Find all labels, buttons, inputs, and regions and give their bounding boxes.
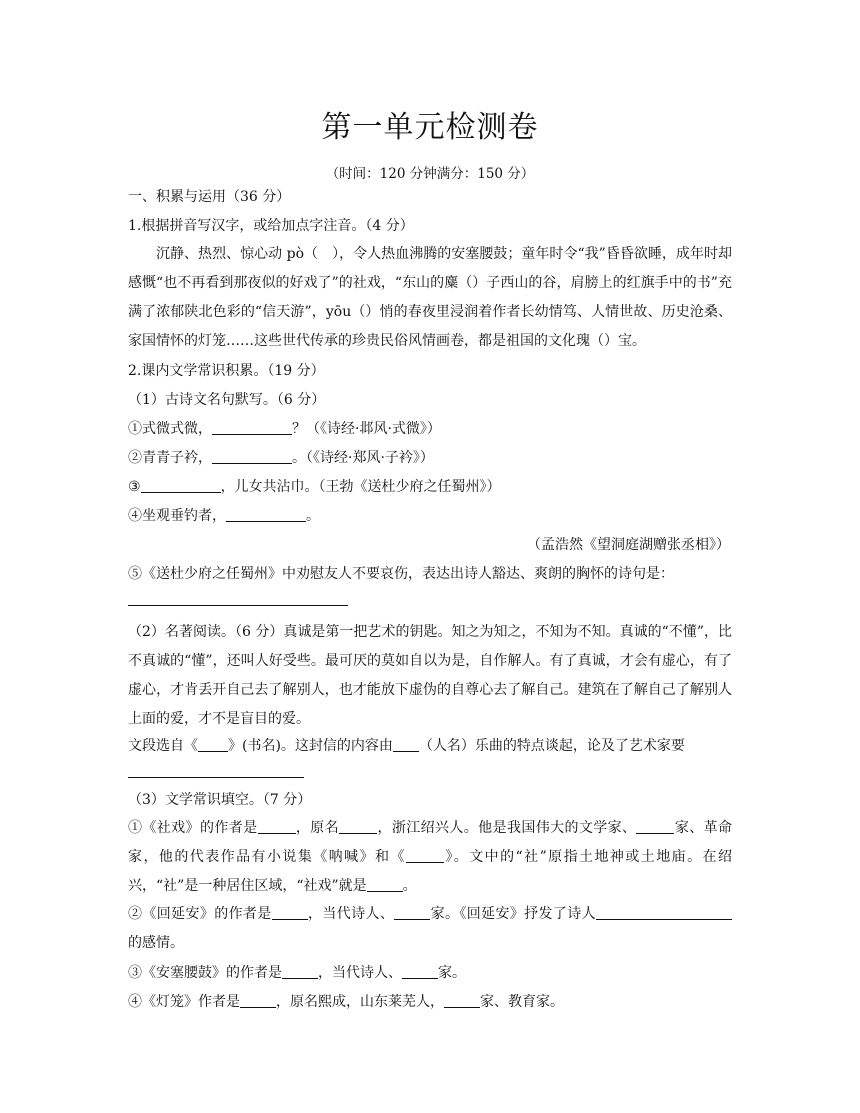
reading-question-part-2: 》(书名)。这封信的内容由 [228, 738, 393, 754]
text-fragment: ，浙江绍兴人。他是我国伟大的文学家、 [377, 820, 637, 836]
answer-blank[interactable] [240, 992, 276, 1008]
question-2-2-text: （2）名著阅读。（6 分）真诚是第一把艺术的钥匙。知之为知之，不知为不知。真诚的“不懂”，比不真诚的“懂”，还叫人好受些。最可厌的莫如自以为是，自作解人。有了真诚，才会有虚心，有了虚心，才肯丢开自己去了解别人，也才能放下虚伪的自尊心去了解自己。建筑在了解自己了解别人上面的爱，才不是盲目的爱。 [128, 624, 732, 727]
literature-item-3 [128, 963, 466, 983]
recitation-line-2 [128, 448, 434, 468]
answer-blank[interactable] [272, 904, 308, 920]
question-1-heading: 1.根据拼音写汉字，或给加点字注音。（4 分） [128, 218, 414, 234]
text-fragment: 的感情。 [128, 935, 184, 951]
reading-question [128, 736, 685, 756]
literature-item-4 [128, 992, 564, 1012]
text-fragment: ④《灯笼》作者是 [128, 994, 240, 1010]
answer-blank[interactable] [444, 992, 480, 1008]
text-fragment: ①《社戏》的作者是 [128, 820, 258, 836]
text-fragment: ，原名熙成，山东莱芜人， [276, 994, 444, 1010]
literature-item-1 [128, 814, 732, 901]
recitation-3-prefix: ③ [128, 479, 141, 495]
text-fragment: ，当代诗人、 [307, 906, 395, 922]
text-fragment: ，原名 [295, 820, 340, 836]
text-fragment: ③《安塞腰鼓》的作者是 [128, 965, 282, 981]
reading-question-part-3: （人名）乐曲的特点谈起，论及了艺术家要 [418, 738, 685, 754]
question-2-3-heading: （3）文学常识填空。（7 分） [128, 792, 312, 808]
text-fragment: 家、教育家。 [480, 994, 564, 1010]
reading-question-part-1: 文段选自《 [128, 738, 198, 754]
answer-blank[interactable] [393, 736, 419, 752]
recitation-1-suffix: ？（《诗经·邶风·式微》） [292, 421, 441, 437]
answer-blank[interactable] [212, 448, 292, 464]
answer-blank[interactable] [402, 963, 438, 979]
answer-blank[interactable] [198, 736, 228, 752]
answer-blank[interactable] [406, 847, 444, 863]
text-fragment: 家。《回延安》抒发了诗人 [430, 906, 597, 922]
recitation-2-prefix: ②青青子衿， [128, 450, 212, 466]
recitation-line-1 [128, 419, 441, 439]
text-fragment: ②《回延安》的作者是 [128, 906, 272, 922]
answer-blank[interactable] [596, 904, 732, 920]
question-2-1-heading: （1）古诗文名句默写。（6 分） [128, 392, 326, 408]
text-fragment: 家、革命家，他的代表作品有小说集《呐喊》和《 [128, 820, 733, 865]
answer-blank[interactable] [141, 477, 221, 493]
text-fragment: 家。 [438, 965, 466, 981]
recitation-line-3 [128, 477, 501, 497]
answer-line[interactable] [128, 605, 348, 606]
recitation-1-prefix: ①式微式微， [128, 421, 212, 437]
answer-blank[interactable] [367, 876, 403, 892]
answer-blank[interactable] [258, 818, 296, 834]
answer-blank[interactable] [394, 904, 430, 920]
text-fragment: 》。文中的“社”原指土地神或土地庙。在绍兴，“社”是一种居住区域，“社戏”就是 [128, 849, 732, 894]
literature-item-2 [128, 900, 732, 958]
recitation-2-suffix: 。（《诗经·郑风·子衿》） [292, 450, 434, 466]
answer-blank[interactable] [226, 506, 306, 522]
recitation-line-4 [128, 506, 320, 526]
answer-line[interactable] [128, 777, 304, 778]
page-title: 第一单元检测卷 [321, 110, 539, 145]
question-1-text: 沉静、热烈、惊心动 pò（ ），令人热血沸腾的安塞腰鼓；童年时令“我”昏昏欲睡，成年时却感慨“也不再看到那夜似的好戏了”的社戏，“东山的麋（）子西山的谷，肩膀上的红旗手中的书”充满了浓郁陕北色彩的“信天游”，yōu（）悄的春夜里浸润着作者长幼情笃、人情世故、历史沧桑、家国情怀的灯笼……这些世代传承的珍贵民俗风情画卷，都是祖国的文化瑰（）宝。 [128, 246, 732, 349]
answer-blank[interactable] [282, 963, 318, 979]
answer-blank[interactable] [636, 818, 674, 834]
recitation-3-suffix: ，儿女共沾巾。（王勃《送杜少府之任蜀州》） [220, 479, 501, 495]
section-heading: 一、积累与运用（36 分） [128, 189, 291, 205]
answer-blank[interactable] [212, 419, 292, 435]
text-fragment: 。 [402, 878, 417, 894]
recitation-4-source: （孟浩然《望洞庭湖赠张丞相》） [527, 537, 730, 553]
question-2-heading: 2.课内文学常识积累。（19 分） [128, 363, 325, 379]
recitation-4-prefix: ④坐观垂钓者， [128, 508, 226, 524]
recitation-4-suffix: 。 [306, 508, 320, 524]
recitation-line-5: ⑤《送杜少府之任蜀州》中劝慰友人不要哀伤，表达出诗人豁达、爽朗的胸怀的诗句是： [128, 566, 674, 582]
exam-time-score: （时间：120 分钟满分：150 分） [325, 166, 535, 182]
answer-blank[interactable] [339, 818, 377, 834]
text-fragment: ，当代诗人、 [318, 965, 402, 981]
